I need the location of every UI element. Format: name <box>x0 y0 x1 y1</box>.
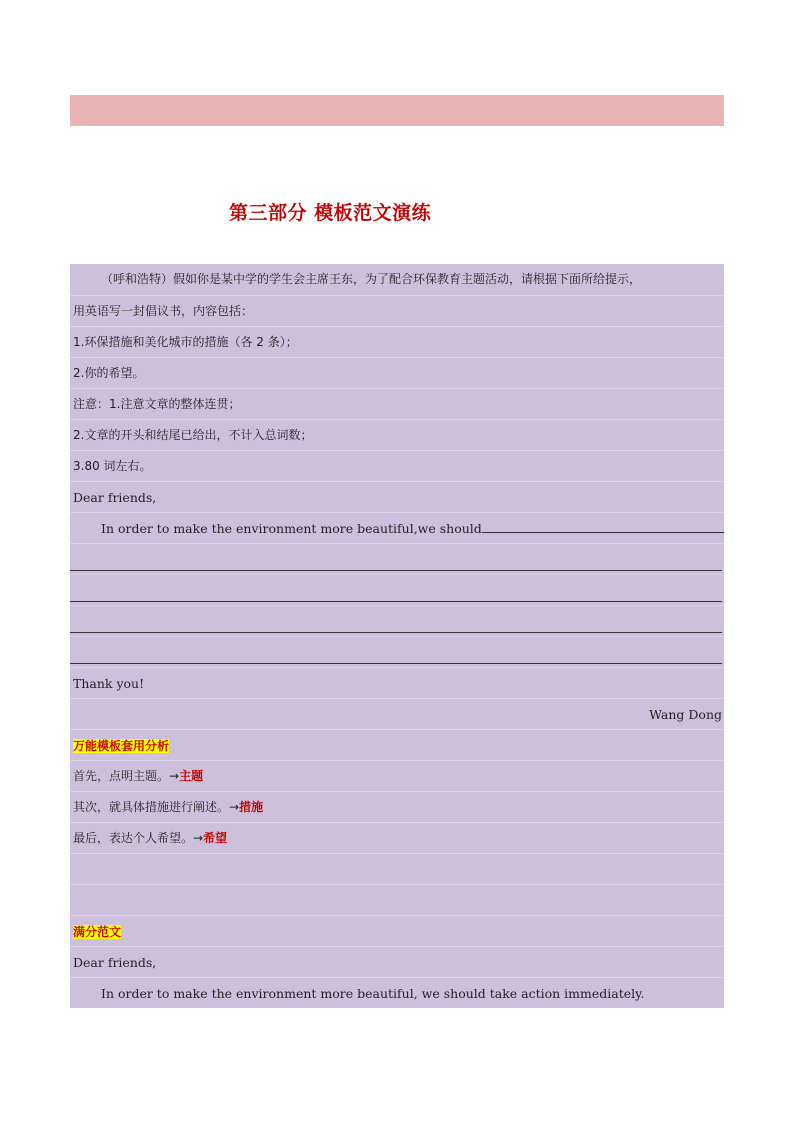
exercise-block <box>70 264 724 1008</box>
analysis-heading-row <box>70 729 724 760</box>
analysis-step-1 <box>70 760 724 791</box>
note-1: 注意：1.注意文章的整体连贯； <box>70 388 724 419</box>
analysis-step-3 <box>70 822 724 853</box>
header-bar <box>70 95 724 126</box>
sample-heading-row <box>70 915 724 946</box>
requirement-item-2: 2.你的希望。 <box>70 357 724 388</box>
note-3: 3.80 词左右。 <box>70 450 724 481</box>
answer-rule <box>70 632 722 633</box>
prompt-line-1: （呼和浩特）假如你是某中学的学生会主席王东，为了配合环保教育主题活动，请根据下面所给提示， <box>70 264 724 295</box>
sample-greeting: Dear friends, <box>70 946 724 977</box>
answer-rule <box>70 570 722 571</box>
letter-greeting: Dear friends, <box>70 481 724 512</box>
analysis-heading: 万能模板套用分析 <box>73 739 170 753</box>
empty-row <box>70 853 724 884</box>
answer-rule <box>70 663 722 664</box>
letter-signature: Wang Dong <box>70 698 724 729</box>
analysis-step-text: 最后，表达个人希望。→ <box>73 831 204 845</box>
answer-line-4 <box>70 636 724 667</box>
answer-line-1 <box>70 543 724 574</box>
prompt-line-2: 用英语写一封倡议书，内容包括： <box>70 295 724 326</box>
answer-line-2 <box>70 574 724 605</box>
section-title: 第三部分 模板范文演练 <box>229 202 432 224</box>
letter-opening-line <box>70 512 724 543</box>
sample-heading: 满分范文 <box>73 925 122 939</box>
answer-blank <box>482 519 724 533</box>
answer-line-3 <box>70 605 724 636</box>
letter-opening-text: In order to make the environment more beautiful,we should <box>101 521 482 536</box>
analysis-step-text: 首先，点明主题。→ <box>73 769 180 783</box>
empty-row <box>70 884 724 915</box>
note-2: 2.文章的开头和结尾已给出，不计入总词数； <box>70 419 724 450</box>
analysis-step-tag: 主题 <box>179 769 204 783</box>
answer-rule <box>70 601 722 602</box>
analysis-step-tag: 措施 <box>239 800 264 814</box>
letter-closing: Thank you! <box>70 667 724 698</box>
analysis-step-tag: 希望 <box>203 831 228 845</box>
sample-line-1: In order to make the environment more beautiful, we should take action immediately. <box>70 977 724 1008</box>
analysis-step-2 <box>70 791 724 822</box>
analysis-step-text: 其次，就具体措施进行阐述。→ <box>73 800 240 814</box>
requirement-item-1: 1.环保措施和美化城市的措施（各 2 条）； <box>70 326 724 357</box>
